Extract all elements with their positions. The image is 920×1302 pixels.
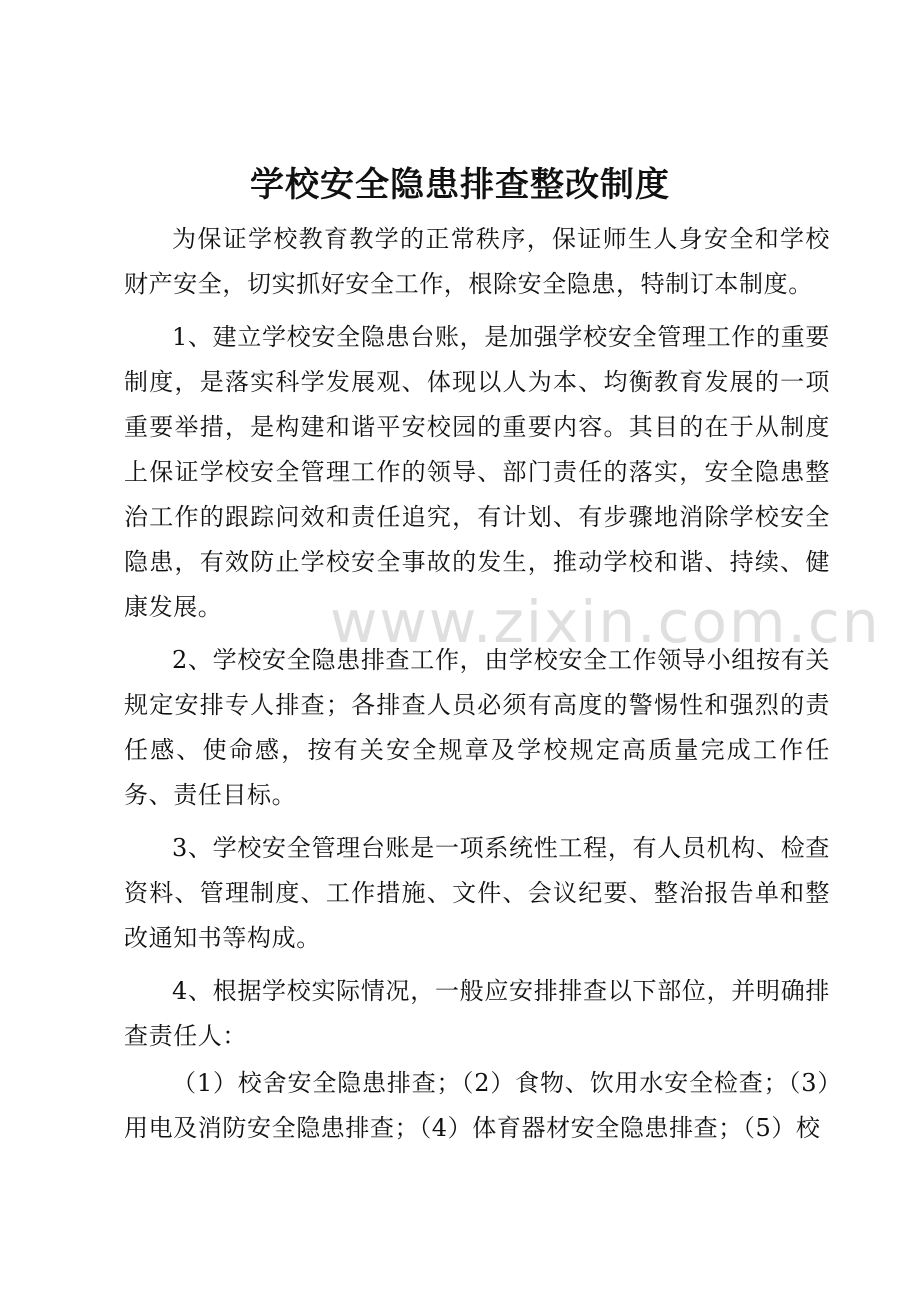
inspection-items-paragraph: （1）校舍安全隐患排查；（2）食物、饮用水安全检查；（3）用电及消防安全隐患排查；（4）体育器材安全隐患排查；（5）校: [124, 1069, 830, 1142]
clause-4-paragraph: 4、根据学校实际情况，一般应安排排查以下部位，并明确排查责任人：: [124, 977, 830, 1050]
document-body: [124, 217, 830, 1159]
clause-2-paragraph: 2、学校安全隐患排查工作，由学校安全工作领导小组按有关规定安排专人排查；各排查人员必须有高度的警惕性和强烈的责任感、使命感，按有关安全规章及学校规定高质量完成工作任务、责任目标。: [124, 646, 830, 809]
clause-1-paragraph: 1、建立学校安全隐患台账，是加强学校安全管理工作的重要制度，是落实科学发展观、体现以人为本、均衡教育发展的一项重要举措，是构建和谐平安校园的重要内容。其目的在于从制度上保证学校安全管理工作的领导、部门责任的落实，安全隐患整治工作的跟踪问效和责任追究，有计划、有步骤地消除学校安全隐患，有效防止学校安全事故的发生，推动学校和谐、持续、健康发展。: [124, 323, 830, 621]
watermark-text: www.zixin.com.cn: [330, 588, 881, 656]
intro-paragraph: 为保证学校教育教学的正常秩序，保证师生人身安全和学校财产安全，切实抓好安全工作，根除安全隐患，特制订本制度。: [124, 225, 830, 298]
clause-3-paragraph: 3、学校安全管理台账是一项系统性工程，有人员机构、检查资料、管理制度、工作措施、文件、会议纪要、整治报告单和整改通知书等构成。: [124, 834, 830, 952]
document-title: 学校安全隐患排查整改制度: [250, 165, 670, 205]
